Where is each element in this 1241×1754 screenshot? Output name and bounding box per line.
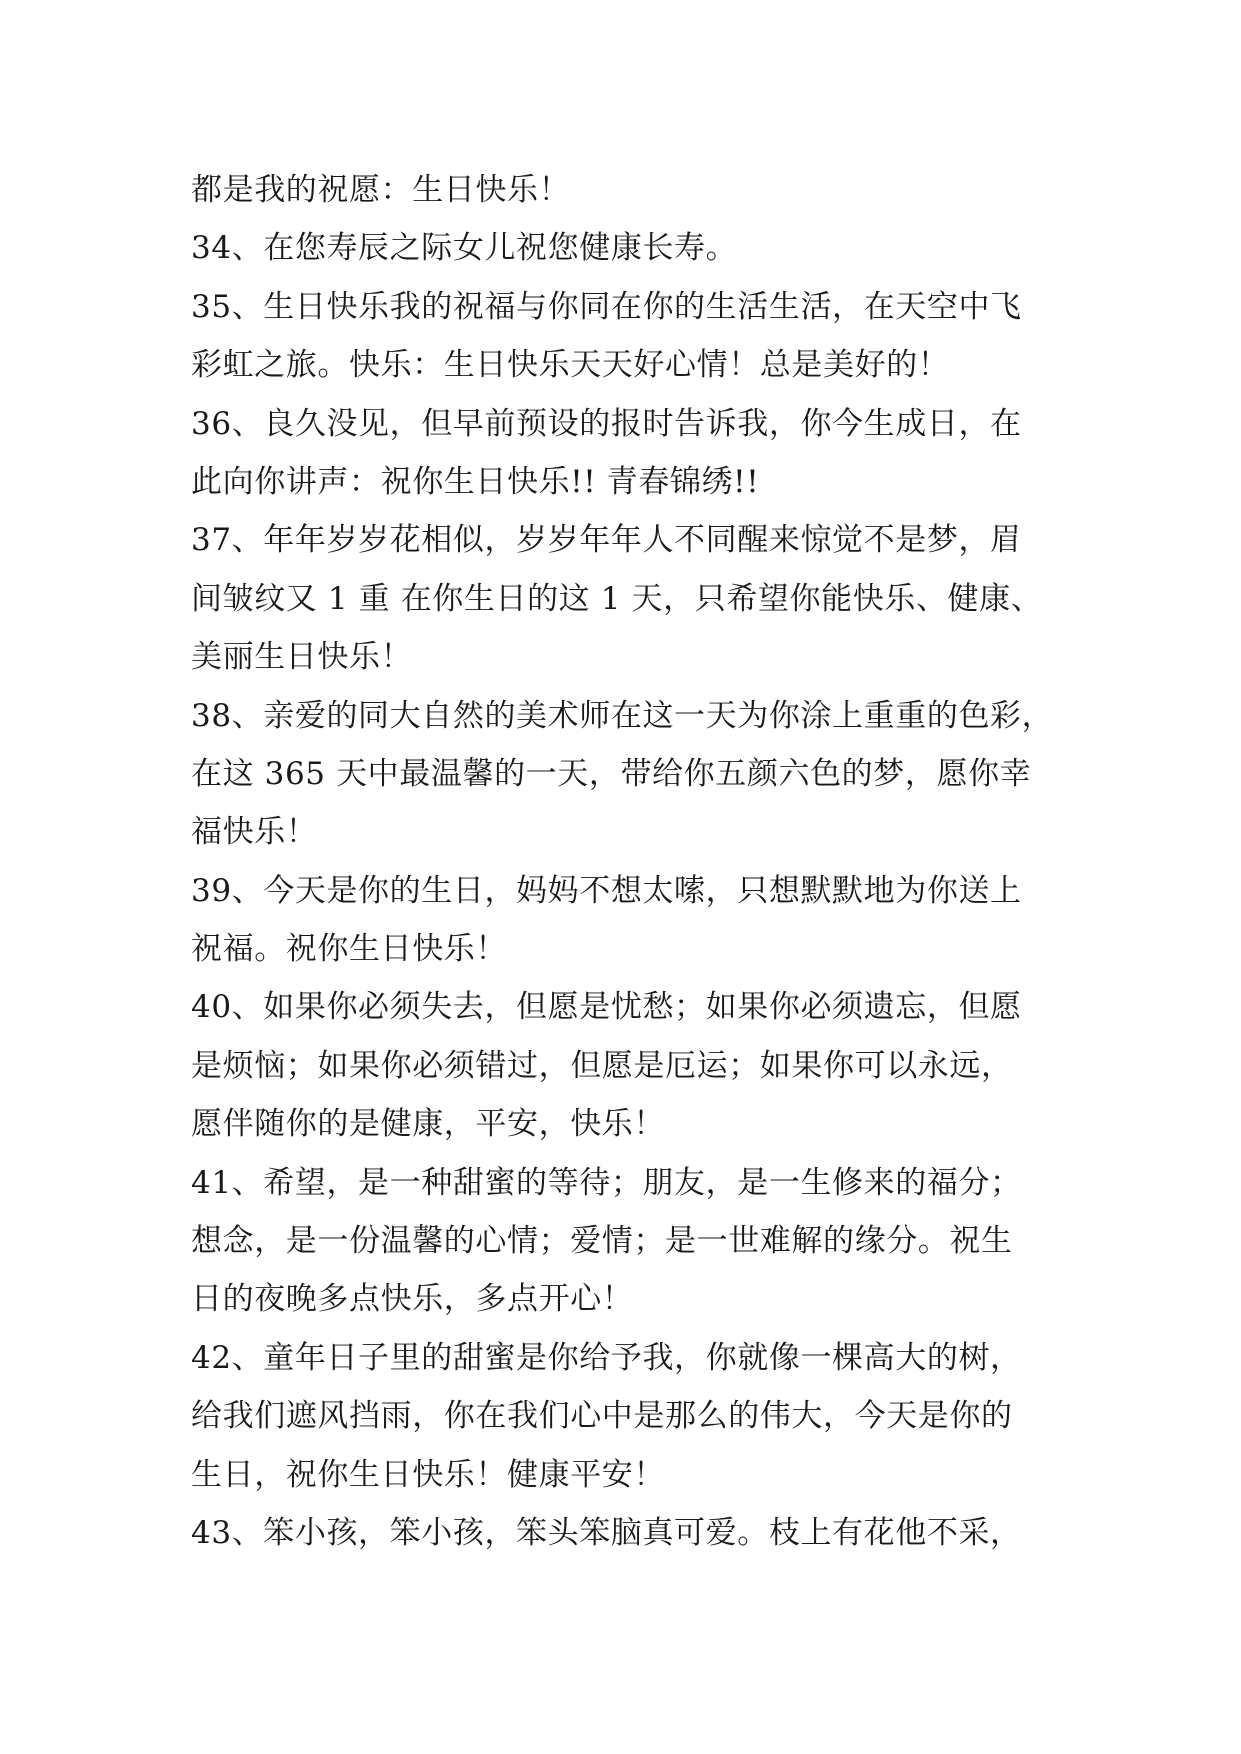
text-line: 愿伴随你的是健康，平安，快乐！: [191, 1106, 665, 1143]
text-line: 给我们遮风挡雨，你在我们心中是那么的伟大，今天是你的: [191, 1398, 1013, 1435]
document-body: [191, 161, 1091, 1562]
text-line: 间皱纹又 1 重 在你生日的这 1 天，只希望你能快乐、健康、: [191, 580, 1043, 617]
text-line: 日的夜晚多点快乐，多点开心！: [191, 1281, 634, 1318]
text-line: 40、如果你必须失去，但愿是忧愁；如果你必须遗忘，但愿: [191, 989, 1022, 1026]
text-line: 美丽生日快乐！: [191, 639, 413, 676]
text-line: 在这 365 天中最温馨的一天，带给你五颜六色的梦，愿你幸: [191, 755, 1032, 792]
text-line: 祝福。祝你生日快乐！: [191, 931, 507, 968]
text-line: 生日，祝你生日快乐！健康平安！: [191, 1456, 665, 1493]
text-line: 36、良久没见，但早前预设的报时告诉我，你今生成日，在: [191, 405, 1022, 442]
text-line: 想念，是一份温馨的心情；爱情；是一世难解的缘分。祝生: [191, 1223, 1013, 1260]
text-line: 39、今天是你的生日，妈妈不想太嗦，只想默默地为你送上: [191, 872, 1022, 909]
text-line: 34、在您寿辰之际女儿祝您健康长寿。: [191, 230, 738, 267]
text-line: 彩虹之旅。快乐：生日快乐天天好心情！总是美好的！: [191, 347, 950, 384]
text-line: 福快乐！: [191, 814, 318, 851]
text-line: 35、生日快乐我的祝福与你同在你的生活生活，在天空中飞: [191, 288, 1022, 325]
text-line: 是烦恼；如果你必须错过，但愿是厄运；如果你可以永远，: [191, 1047, 1013, 1084]
text-line: 42、童年日子里的甜蜜是你给予我，你就像一棵高大的树，: [191, 1339, 1022, 1376]
text-line: 37、年年岁岁花相似，岁岁年年人不同醒来惊觉不是梦，眉: [191, 522, 1022, 559]
text-line: 41、希望，是一种甜蜜的等待；朋友，是一生修来的福分；: [191, 1164, 1022, 1201]
text-line: 38、亲爱的同大自然的美术师在这一天为你涂上重重的色彩，: [191, 697, 1054, 734]
text-line: 都是我的祝愿：生日快乐！: [191, 172, 571, 208]
text-line: 此向你讲声：祝你生日快乐!! 青春锦绣!!: [191, 463, 760, 500]
text-line: 43、笨小孩，笨小孩，笨头笨脑真可爱。枝上有花他不采，: [191, 1514, 1022, 1551]
